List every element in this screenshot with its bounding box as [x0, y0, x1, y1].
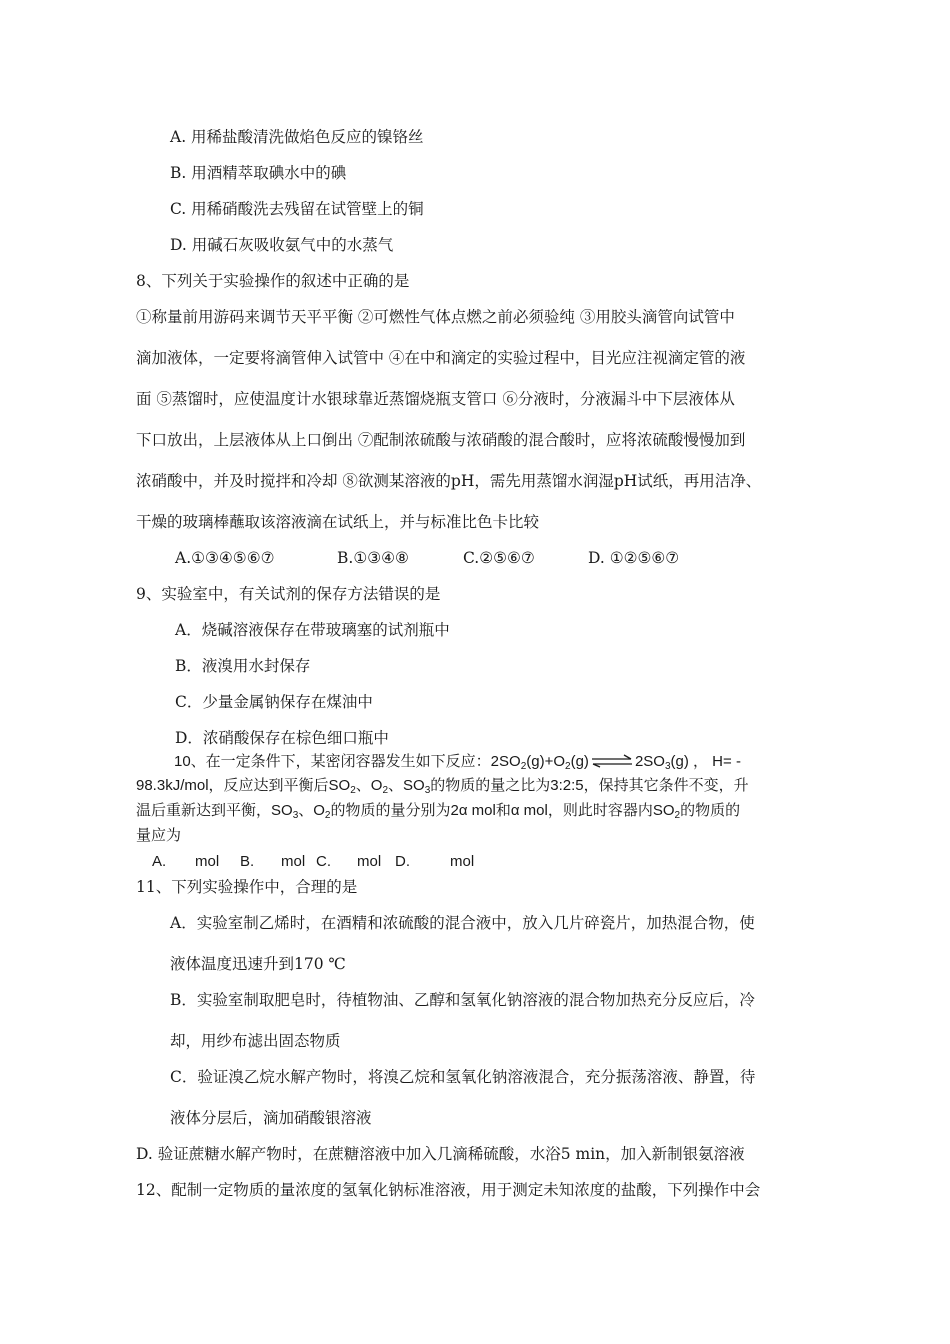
q10-option-d-unit: mol — [450, 853, 475, 870]
q8-stem: 8、下列关于实验操作的叙述中正确的是 — [136, 272, 410, 290]
q10-line-4: 量应为 — [136, 827, 182, 844]
q8-option-d: D. ①②⑤⑥⑦ — [588, 549, 680, 567]
q11-option-a: A．实验室制乙烯时，在酒精和浓硫酸的混合液中，放入几片碎瓷片，加热混合物，使 — [170, 914, 755, 932]
q11-option-b-cont: 却，用纱布滤出固态物质 — [170, 1032, 341, 1050]
q9-option-b: B．液溴用水封保存 — [175, 657, 311, 675]
q9-option-c: C．少量金属钠保存在煤油中 — [175, 693, 373, 711]
q11-stem: 11、下列实验操作中，合理的是 — [136, 878, 358, 896]
q11-option-a-cont: 液体温度迅速升到170 ℃ — [170, 955, 346, 973]
q10-option-b-label: B. — [240, 853, 255, 870]
q10-option-a-unit: mol — [195, 853, 220, 870]
q11-option-b: B．实验室制取肥皂时，待植物油、乙醇和氢氧化钠溶液的混合物加热充分反应后，冷 — [170, 991, 755, 1009]
q10-line-3: 温后重新达到平衡，$SO_3$、$O_2$的物质的量分别为2α mol和α mol，则此时容器内$SO_2$的物质的 — [136, 802, 741, 821]
q10-option-a-label: A. — [152, 853, 167, 870]
q9-stem: 9、实验室中，有关试剂的保存方法错误的是 — [136, 585, 441, 603]
q7-option-b: B. 用酒精萃取碘水中的碘 — [170, 164, 347, 182]
q11-option-c-cont: 液体分层后，滴加硝酸银溶液 — [170, 1109, 372, 1127]
q10-option-d-label: D. — [395, 853, 410, 870]
q7-option-c: C. 用稀硝酸洗去残留在试管壁上的铜 — [170, 200, 424, 218]
q10-option-c-unit: mol — [357, 853, 382, 870]
q10-option-b-unit: mol — [281, 853, 306, 870]
q10-line-2: 98.3kJ/mol，反应达到平衡后$SO_2$、$O_2$、$SO_3$的物质的量之比为3:2:5，保持其它条件不变，升 — [136, 777, 749, 796]
q9-option-a: A．烧碱溶液保存在带玻璃塞的试剂瓶中 — [175, 621, 450, 639]
q8-option-b: B.①③④⑧ — [337, 549, 409, 567]
q7-option-d: D. 用碱石灰吸收氨气中的水蒸气 — [170, 236, 394, 254]
q10-option-c-label: C. — [316, 853, 331, 870]
q12-stem: 12、配制一定物质的量浓度的氢氧化钠标准溶液，用于测定未知浓度的盐酸，下列操作中会 — [136, 1181, 761, 1199]
equilibrium-arrow-icon — [591, 754, 633, 768]
q8-body-line: 面 ⑤蒸馏时，应使温度计水银球靠近蒸馏烧瓶支管口 ⑥分液时，分液漏斗中下层液体从 — [136, 390, 735, 408]
q8-body-line: 浓硝酸中，并及时搅拌和冷却 ⑧欲测某溶液的pH，需先用蒸馏水润湿pH试纸，再用洁净、 — [136, 472, 762, 490]
q11-option-d: D. 验证蔗糖水解产物时，在蔗糖溶液中加入几滴稀硫酸，水浴5 min，加入新制银氨溶液 — [136, 1145, 745, 1163]
q8-body-line: 干燥的玻璃棒蘸取该溶液滴在试纸上，并与标准比色卡比较 — [136, 513, 540, 531]
q7-option-a: A. 用稀盐酸清洗做焰色反应的镍铬丝 — [170, 128, 424, 146]
q9-option-d: D．浓硝酸保存在棕色细口瓶中 — [175, 729, 389, 747]
q8-body-line: ①称量前用游码来调节天平平衡 ②可燃性气体点燃之前必须验纯 ③用胶头滴管向试管中 — [136, 308, 735, 326]
q8-option-a: A.①③④⑤⑥⑦ — [175, 549, 275, 567]
q11-option-c: C．验证溴乙烷水解产物时，将溴乙烷和氢氧化钠溶液混合，充分振荡溶液、静置，待 — [170, 1068, 756, 1086]
q10-line-1: 10、在一定条件下，某密闭容器发生如下反应：$2SO_2(g)+O_2(g)$ $2SO_3(g)$ ， H= - — [174, 753, 741, 772]
q8-option-c: C.②⑤⑥⑦ — [463, 549, 535, 567]
q8-body-line: 滴加液体，一定要将滴管伸入试管中 ④在中和滴定的实验过程中，目光应注视滴定管的液 — [136, 349, 746, 367]
q8-body-line: 下口放出，上层液体从上口倒出 ⑦配制浓硫酸与浓硝酸的混合酸时，应将浓硫酸慢慢加到 — [136, 431, 746, 449]
